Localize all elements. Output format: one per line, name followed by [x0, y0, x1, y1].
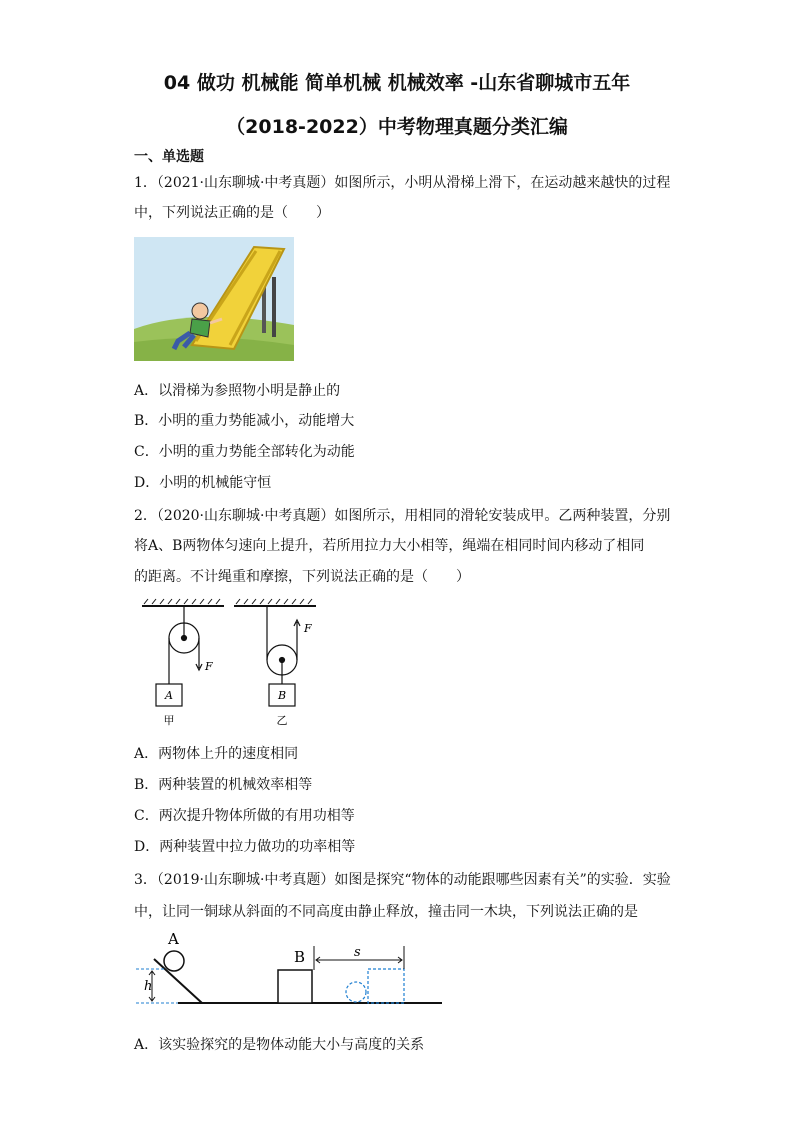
q3-stem-line-2: 中，让同一铜球从斜面的不同高度由静止释放，撞击同一木块，下列说法正确的是 [134, 904, 638, 920]
force-label-left: F [205, 660, 213, 673]
label-jia: 甲 [163, 714, 175, 727]
ceiling-right [234, 599, 316, 606]
force-label-right: F [304, 622, 312, 635]
q1-stem-line-2: 中，下列说法正确的是（ ） [134, 205, 330, 221]
fixed-pulley [169, 606, 199, 684]
q1-stem-line-1: 1．（2021·山东聊城·中考真题）如图所示，小明从滑梯上滑下，在运动越来越快的过程 [134, 175, 671, 191]
q1-option-a: A．以滑梯为参照物小明是静止的 [134, 383, 341, 399]
q1-option-c: C．小明的重力势能全部转化为动能 [134, 444, 355, 460]
movable-pulley [267, 606, 297, 684]
q1-option-d: D．小明的机械能守恒 [134, 475, 272, 491]
block-b-label: B [277, 689, 287, 702]
label-yi: 乙 [276, 714, 288, 727]
block-a-label: A [165, 689, 173, 702]
q2-pulley-diagram [134, 596, 324, 730]
q3-stem-line-1: 3．（2019·山东聊城·中考真题）如图是探究“物体的动能跟哪些因素有关”的实验．实验 [134, 872, 671, 888]
q3-kinetic-energy-experiment [134, 926, 444, 1006]
block-label: B [294, 948, 306, 966]
distance-label: s [354, 945, 361, 960]
ball-final-position [346, 982, 366, 1002]
q1-option-b: B．小明的重力势能减小，动能增大 [134, 413, 355, 429]
ball-label: A [168, 930, 179, 948]
block-final-position [368, 969, 404, 1003]
q2-stem-line-2: 将A、B两物体匀速向上提升，若所用拉力大小相等，绳端在相同时间内移动了相同 [134, 538, 645, 554]
q2-stem-line-1: 2．（2020·山东聊城·中考真题）如图所示，用相同的滑轮安装成甲。乙两种装置，分别 [134, 508, 671, 524]
force-arrow-left [196, 662, 202, 670]
title-line-1: 04 做功 机械能 简单机械 机械效率 -山东省聊城市五年 [163, 72, 631, 94]
q3-option-a: A．该实验探究的是物体动能大小与高度的关系 [134, 1037, 425, 1053]
q2-option-a: A．两物体上升的速度相同 [134, 746, 299, 762]
q2-option-d: D．两种装置中拉力做功的功率相等 [134, 839, 356, 855]
height-label: h [144, 979, 153, 994]
q2-option-c: C．两次提升物体所做的有用功相等 [134, 808, 355, 824]
q2-option-b: B．两种装置的机械效率相等 [134, 777, 313, 793]
q1-slide-illustration [134, 237, 294, 361]
ball [164, 951, 184, 971]
title-line-2: （2018-2022）中考物理真题分类汇编 [226, 116, 568, 138]
section-heading: 一、单选题 [134, 149, 204, 165]
wood-block [278, 970, 312, 1003]
force-arrow-right [294, 620, 300, 636]
q2-stem-line-3: 的距离。不计绳重和摩擦，下列说法正确的是（ ） [134, 569, 470, 585]
ceiling-left [142, 599, 224, 606]
